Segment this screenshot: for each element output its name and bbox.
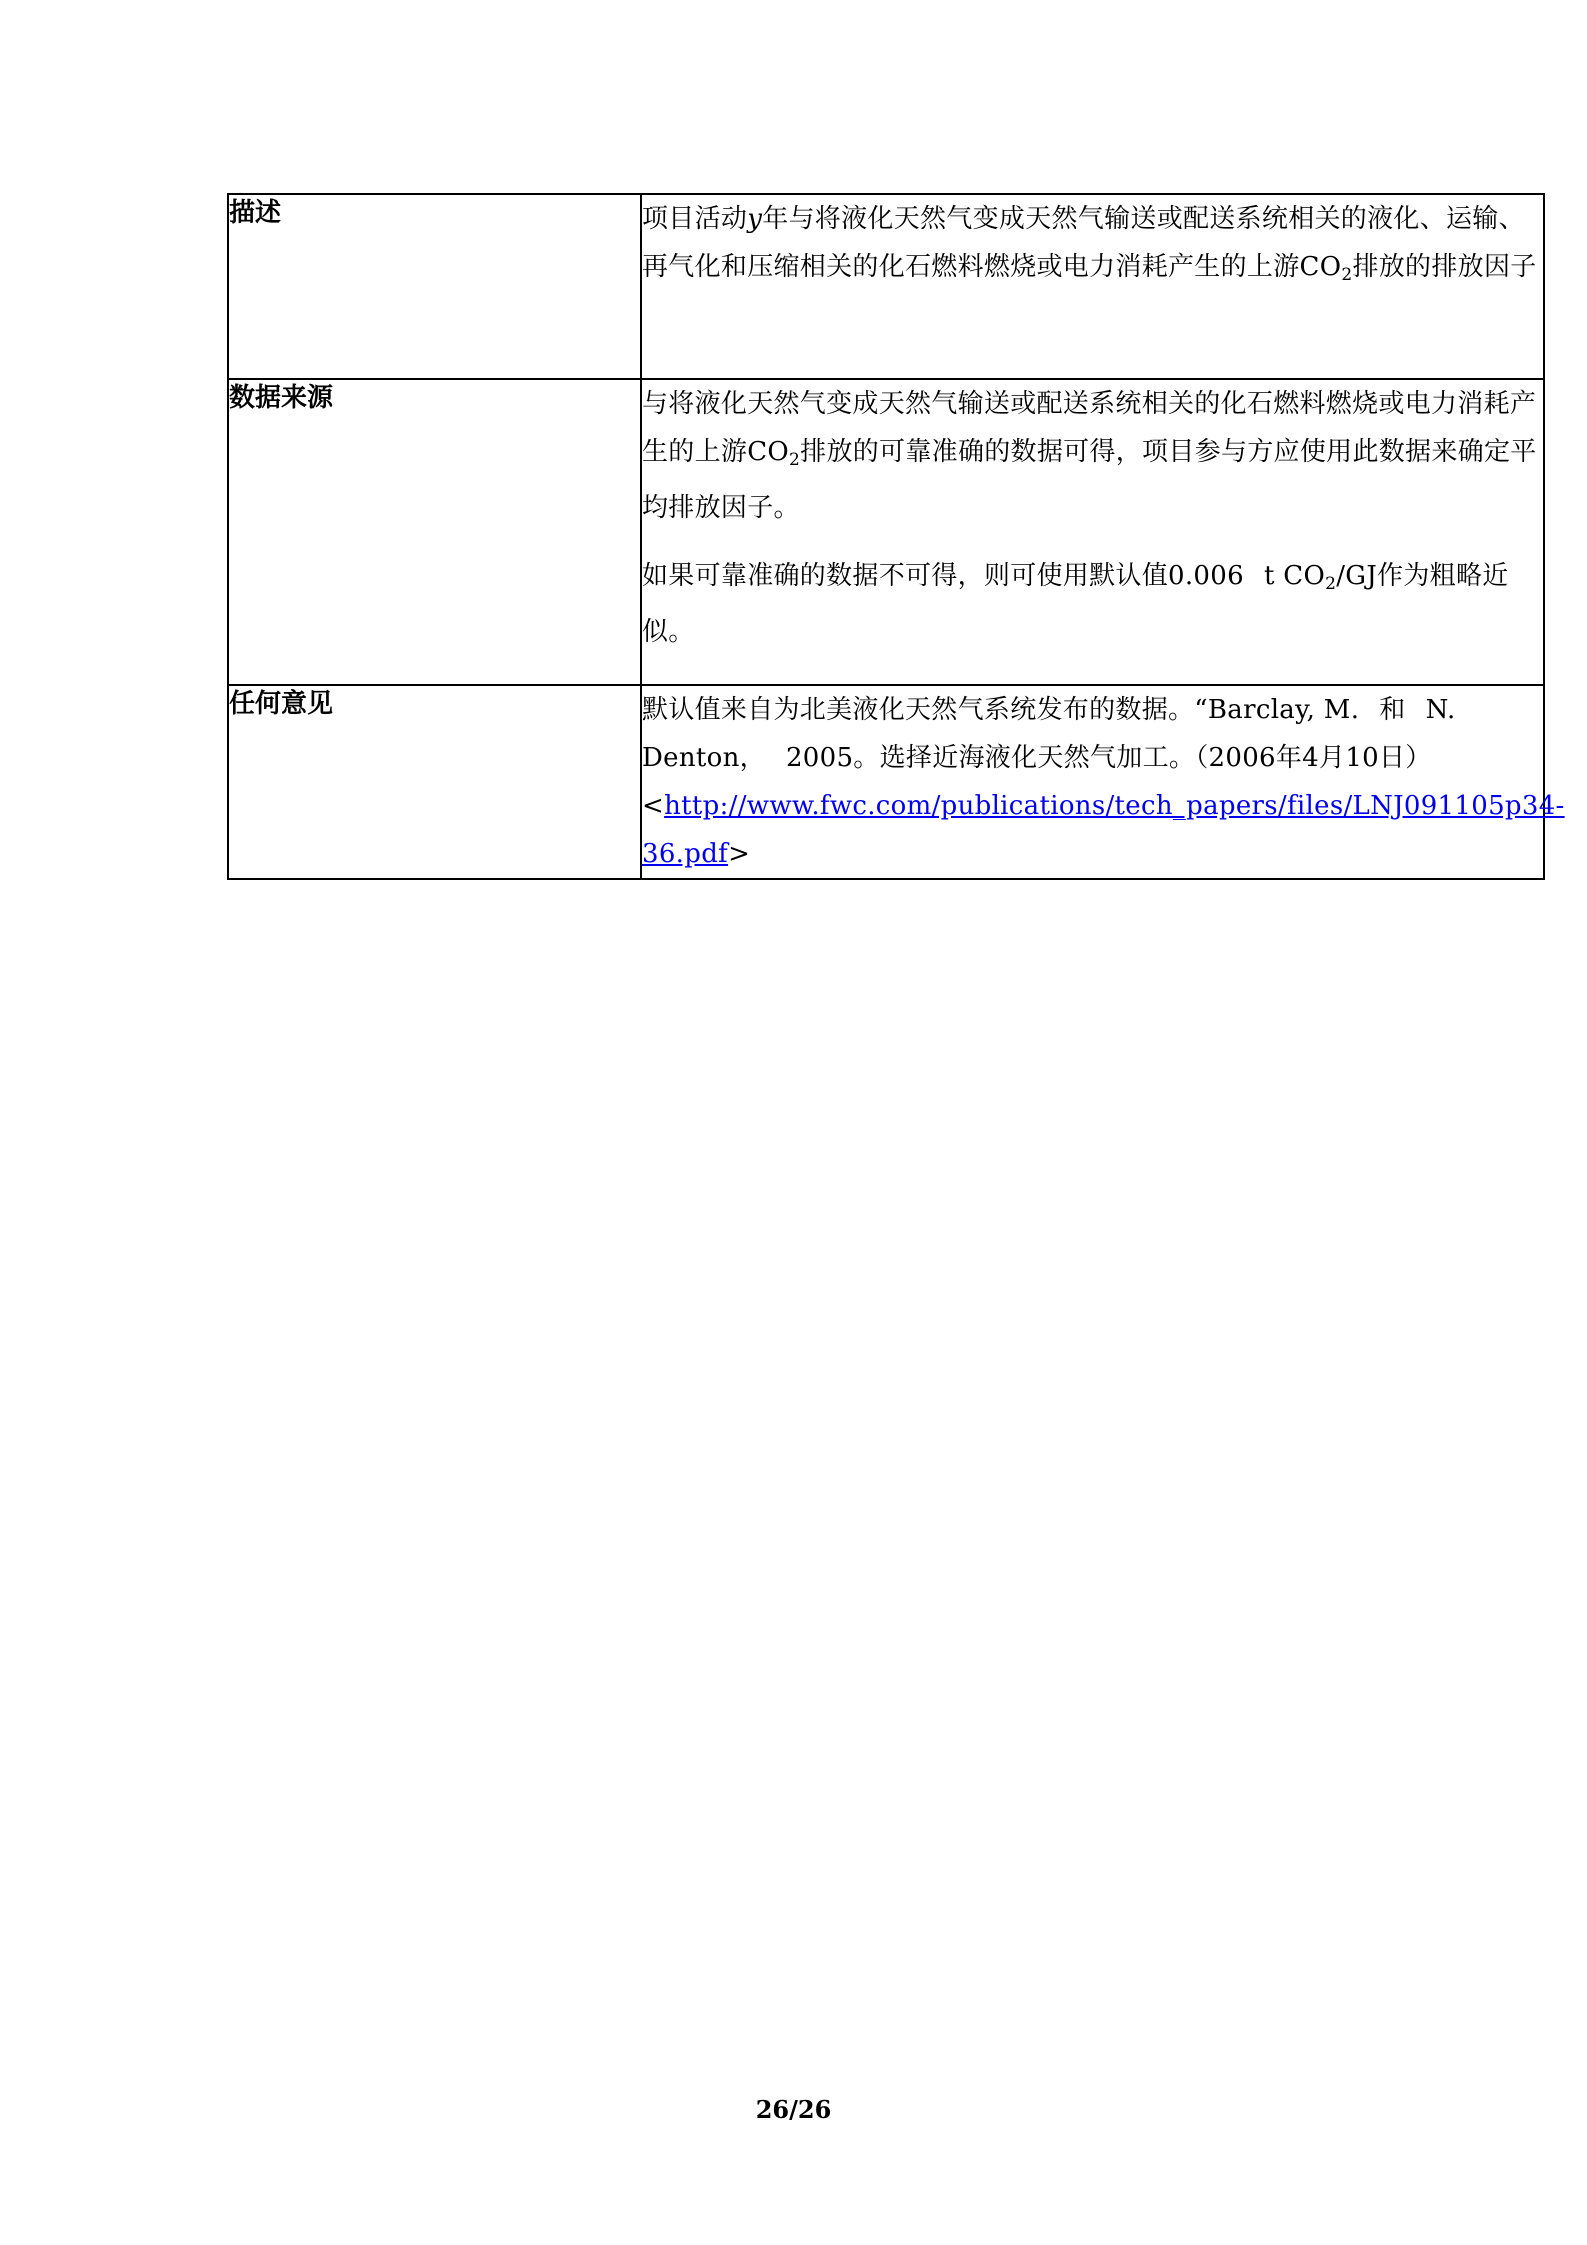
data-source-label: 数据来源 bbox=[228, 379, 641, 685]
data-source-paragraph-1: 与将液化天然气变成天然气输送或配送系统相关的化石燃料燃烧或电力消耗产生的上游$CO_2$排放的可靠准确的数据可得，项目参与方应使用此数据来确定平均排放因子。 bbox=[642, 389, 1537, 523]
table-row-data-source bbox=[228, 379, 1544, 685]
table-row-description bbox=[228, 194, 1544, 379]
table-row-comments bbox=[228, 685, 1544, 879]
comments-label: 任何意见 bbox=[228, 685, 641, 879]
parameter-table bbox=[227, 193, 1565, 880]
description-value: 项目活动y年与将液化天然气变成天然气输送或配送系统相关的液化、运输、再气化和压缩相关的化石燃料燃烧或电力消耗产生的上游$CO_2$排放的排放因子 bbox=[641, 194, 1544, 379]
data-source-value bbox=[641, 379, 1544, 685]
data-source-paragraph-2: 如果可靠准确的数据不可得，则可使用默认值0.006 t $CO_2/GJ$作为粗略近似。 bbox=[642, 561, 1509, 647]
reference-link[interactable]: http://www.fwc.com/publications/tech_papers/files/LNJ091105p34-36.pdf bbox=[642, 791, 1565, 869]
page-number: 26/26 bbox=[755, 2095, 832, 2124]
description-label: 描述 bbox=[228, 194, 641, 379]
comments-value: 默认值来自为北美液化天然气系统发布的数据。“Barclay, M. 和 N. Denton， 2005。选择近海液化天然气加工。（2006年4月10日） <http://www.fwc.com/publications/tech_papers/files/LNJ091105p34-36.pdf> bbox=[641, 685, 1544, 879]
